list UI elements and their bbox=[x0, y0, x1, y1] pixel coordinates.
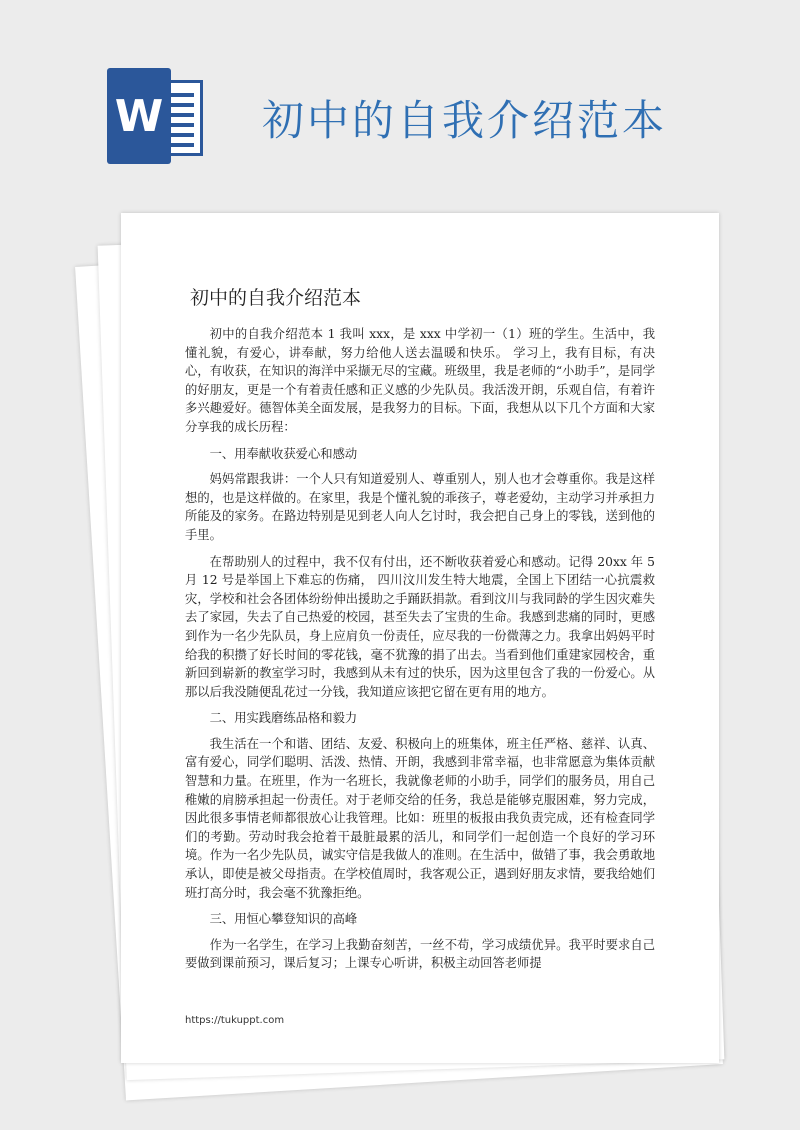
footer-url: https://tukuppt.com bbox=[185, 1015, 285, 1026]
paragraph-1: 妈妈常跟我讲：一个人只有知道爱别人、尊重别人，别人也才会尊重你。我是这样想的，也是这样做的。在家里，我是个懂礼貌的乖孩子，尊老爱幼，主动学习并承担力所能及的家务。在路边特别是见到老人向人乞讨时，我会把自己身上的零钱，送到他的手里。 bbox=[185, 472, 655, 542]
page-header bbox=[0, 0, 800, 200]
section-heading-1: 一、用奉献收获爱心和感动 bbox=[209, 446, 358, 461]
word-logo-letter: W bbox=[107, 68, 171, 164]
document-body bbox=[185, 325, 655, 981]
paragraph-4: 作为一名学生，在学习上我勤奋刻苦，一丝不苟，学习成绩优异。我平时要求自己要做到课前预习，课后复习；上课专心听讲，积极主动回答老师提 bbox=[185, 937, 655, 971]
section-heading-3: 三、用恒心攀登知识的高峰 bbox=[209, 912, 358, 927]
word-logo-icon bbox=[107, 68, 207, 164]
document-page bbox=[121, 213, 719, 1063]
section-heading-2: 二、用实践磨练品格和毅力 bbox=[209, 711, 358, 726]
paragraph-2: 在帮助别人的过程中，我不仅有付出，还不断收获着爱心和感动。记得 20xx 年 5 月 12 号是举国上下难忘的伤痛， 四川汶川发生特大地震，全国上下团结一心抗震救灾，学校和社会各团体纷纷伸出援助之手踊跃捐款。看到汶川与我同龄的学生因灾难失去了家园，失去了自己热爱的校园，甚至失去了宝贵的生命。我感到悲痛的同时，更感到作为一名少先队员，身上应肩负一份责任，应尽我的一份微薄之力。我拿出妈妈平时给我的积攒了好长时间的零花钱，毫不犹豫的捐了出去。当看到他们重建家园校舍，重新回到崭新的教室学习时，我感到从未有过的快乐，因为这里包含了我的一份爱心。从那以后我没随便乱花过一分钱，我知道应该把它留在更有用的地方。 bbox=[185, 554, 655, 699]
paragraph-3: 我生活在一个和谐、团结、友爱、积极向上的班集体，班主任严格、慈祥、认真、富有爱心，同学们聪明、活泼、热情、开朗，我感到非常幸福，也非常愿意为集体贡献智慧和力量。在班里，作为一名班长，我就像老师的小助手，同学们的服务员，用自己稚嫩的肩膀承担起一份责任。对于老师交给的任务，我总是能够克服困难，努力完成，因此很多事情老师都很放心让我管理。比如：班里的板报由我负责完成，还有检查同学们的考勤。劳动时我会抢着干最脏最累的活儿，和同学们一起创造一个良好的学习环境。作为一名少先队员，诚实守信是我做人的准则。在生活中，做错了事，我会勇敢地承认，即使是被父母指责。在学校值周时，我客观公正，遇到好朋友求情，要我给她们班打高分时，我会毫不犹豫拒绝。 bbox=[185, 736, 655, 900]
document-title: 初中的自我介绍范本 bbox=[190, 287, 362, 309]
paragraph-intro: 初中的自我介绍范本 1 我叫 xxx，是 xxx 中学初一（1）班的学生。生活中，我懂礼貌，有爱心，讲奉献，努力给他人送去温暖和快乐。 学习上，我有目标，有决心，有收获，在知识的海洋中采撷无尽的宝藏。班级里，我是老师的“小助手”，是同学的好朋友，更是一个有着责任感和正义感的少先队员。我活泼开朗，乐观自信，有着许多兴趣爱好。德智体美全面发展，是我努力的目标。下面，我想从以下几个方面和大家分享我的成长历程： bbox=[185, 327, 655, 434]
page-title: 初中的自我介绍范本 bbox=[262, 96, 668, 145]
